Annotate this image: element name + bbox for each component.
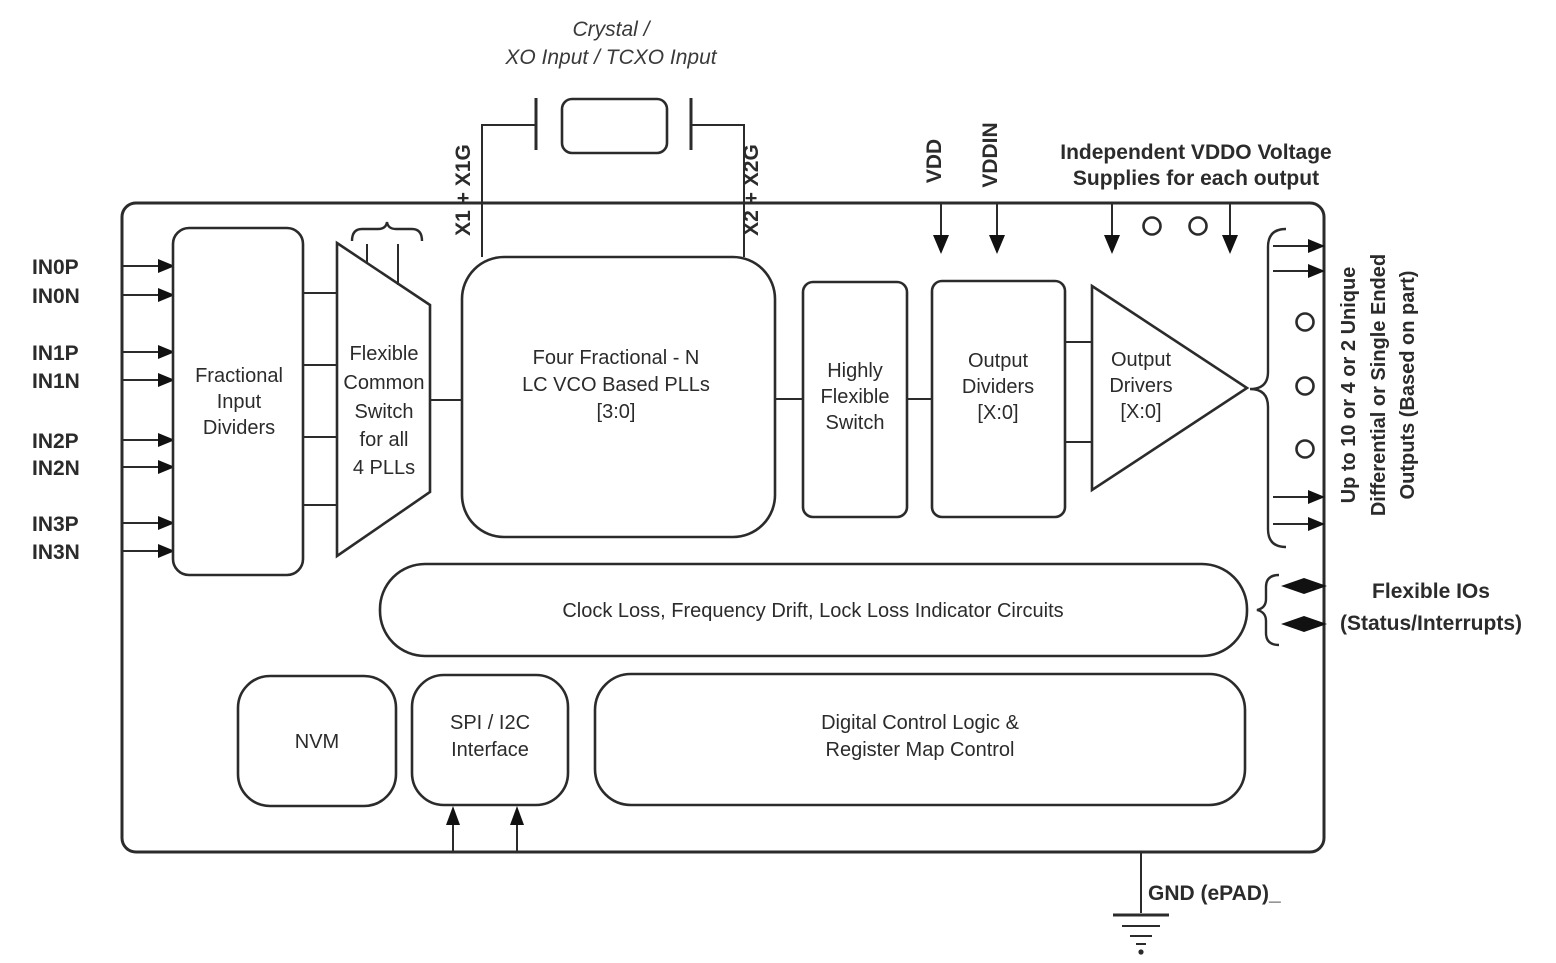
indicator-circuits-label: Clock Loss, Frequency Drift, Lock Loss Indicator Circuits [562, 600, 1064, 622]
pll-label: [3:0] [596, 401, 636, 423]
outputs-note-line3: Outputs (Based on part) [1397, 270, 1419, 500]
dividers-to-drivers-links [1065, 342, 1092, 442]
input-pin-label: IN1P [32, 342, 79, 365]
spi-interface-label: Interface [451, 739, 529, 761]
output-ellipsis-circle [1297, 314, 1314, 331]
flexible-io-bidir-arrow [1281, 578, 1327, 594]
flexible-ios [1257, 575, 1522, 645]
pll-block [462, 257, 775, 537]
highly-flexible-switch-label: Flexible [820, 386, 890, 408]
input-pin-label: IN3P [32, 513, 79, 536]
input-pins [32, 256, 175, 564]
input-pin-label: IN1N [32, 370, 80, 393]
output-dividers-box [932, 281, 1065, 517]
fractional-input-dividers-block [173, 228, 303, 575]
crystal-symbol [562, 99, 667, 153]
outputs-note-line2: Differential or Single Ended [1368, 253, 1390, 517]
x1-pin-label: X1 + X1G [452, 144, 475, 236]
output-dividers-label: [X:0] [977, 402, 1019, 424]
digital-control-block [595, 674, 1245, 805]
flexible-common-switch-label: 4 PLLs [352, 457, 416, 479]
output-arrow [1308, 239, 1325, 253]
input-pin-label: IN0P [32, 256, 79, 279]
vddin-arrow-head [989, 235, 1005, 254]
input-pin-label: IN3N [32, 541, 80, 564]
output-arrow [1308, 264, 1325, 278]
spi-interface-label: SPI / I2C [449, 712, 531, 734]
flexible-ios-brace [1257, 575, 1279, 645]
vddo-ellipsis-circle-1 [1144, 218, 1161, 235]
input-pin-label: IN2P [32, 430, 79, 453]
flexible-common-switch-label: Switch [354, 401, 414, 423]
highly-flexible-switch-label: Highly [827, 360, 883, 382]
pll-box [462, 257, 775, 537]
x1-trace [482, 125, 536, 257]
pll-label: Four Fractional - N [532, 347, 700, 369]
vddin-pin-label: VDDIN [979, 122, 1002, 188]
highly-flexible-switch-label: Switch [825, 412, 885, 434]
ground-pin [1113, 852, 1281, 955]
flexible-common-switch-label: Flexible [349, 343, 419, 365]
vddo-arrow-head-2 [1222, 235, 1238, 254]
output-dividers-label: Output [967, 350, 1029, 372]
flexible-common-switch-shape [337, 243, 430, 556]
output-drivers-label: [X:0] [1120, 401, 1162, 423]
crystal-note-line2: XO Input / TCXO Input [505, 46, 717, 69]
digital-control-label: Digital Control Logic & [821, 712, 1019, 734]
flexible-common-switch-label: Common [343, 372, 425, 394]
fractional-input-dividers-label: Fractional [195, 365, 283, 387]
flexible-io-bidir-arrow [1281, 616, 1327, 632]
spi-interface-block [412, 675, 568, 852]
vdd-pin-label: VDD [923, 138, 946, 184]
nvm-label: NVM [294, 731, 340, 753]
output-fanout-brace [1250, 229, 1286, 547]
output-fanout [1250, 229, 1325, 547]
x2-pin-label: X2 + X2G [740, 144, 763, 236]
fractional-input-dividers-label: Dividers [202, 417, 276, 439]
input-arrows [122, 259, 175, 558]
input-pin-labels [32, 256, 80, 564]
flexible-common-switch-block [337, 222, 430, 556]
digital-control-label: Register Map Control [825, 739, 1015, 761]
vddo-note-line1: Independent VDDO Voltage [1060, 141, 1332, 164]
crystal-note-line1: Crystal / [572, 18, 650, 41]
flexible-ios-label-line1: Flexible IOs [1372, 580, 1490, 603]
output-drivers-block [1092, 286, 1247, 490]
spi-arrow-head [510, 806, 524, 825]
vddo-note-line2: Supplies for each output [1072, 167, 1320, 190]
outputs-note [1338, 254, 1419, 516]
switch-select-brace [352, 222, 422, 241]
indicator-circuits-block [380, 564, 1247, 656]
divider-to-switch-links [303, 293, 337, 505]
output-drivers-label: Output [1110, 349, 1172, 371]
output-ellipsis-circle [1297, 378, 1314, 395]
nvm-block [238, 676, 396, 806]
x2-trace [691, 125, 744, 257]
crystal-circuit [452, 18, 763, 257]
input-pin-label: IN0N [32, 285, 80, 308]
vddo-ellipsis-circle-2 [1190, 218, 1207, 235]
highly-flexible-switch-block [803, 282, 907, 517]
output-dividers-label: Dividers [961, 376, 1035, 398]
flexible-common-switch-label: for all [359, 429, 409, 451]
flexible-ios-label-line2: (Status/Interrupts) [1339, 612, 1523, 635]
output-dividers-block [932, 281, 1065, 517]
vdd-arrow-head [933, 235, 949, 254]
output-arrow [1308, 517, 1325, 531]
vddo-arrow-head-1 [1104, 235, 1120, 254]
output-drivers-label: Drivers [1109, 375, 1173, 397]
ground-symbol [1113, 915, 1169, 955]
output-ellipsis-circle [1297, 441, 1314, 458]
spi-arrow-head [446, 806, 460, 825]
input-pin-label: IN2N [32, 457, 80, 480]
pll-label: LC VCO Based PLLs [522, 374, 710, 396]
outputs-note-line1: Up to 10 or 4 or 2 Unique [1338, 266, 1360, 504]
gnd-label: GND (ePAD)_ [1148, 882, 1281, 905]
fractional-input-dividers-label: Input [216, 391, 262, 413]
output-arrow [1308, 490, 1325, 504]
